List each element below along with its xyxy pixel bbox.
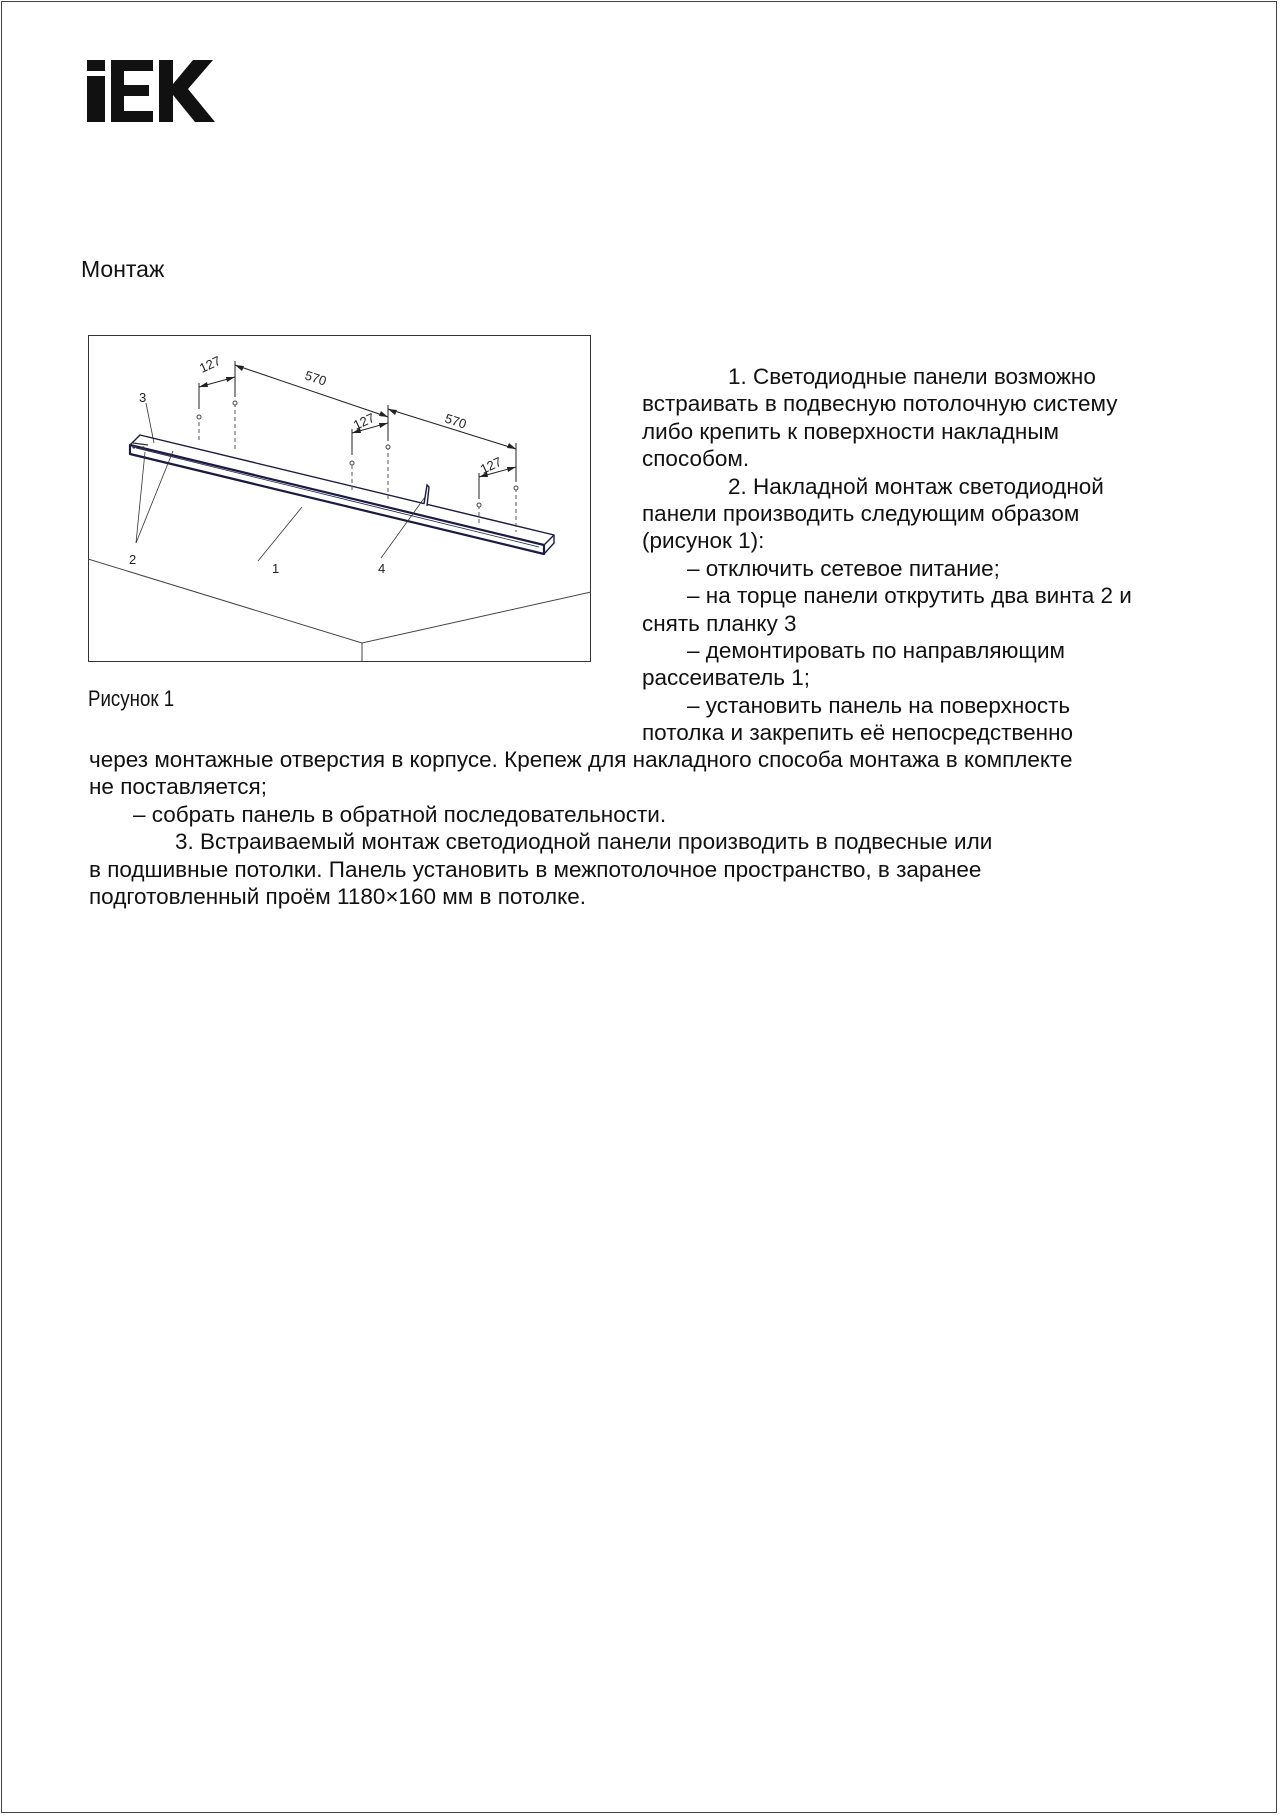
text-line: рассеиватель 1; [642, 665, 811, 691]
text-line: 2. Накладной монтаж светодиодной [728, 473, 1104, 499]
part-label-2: 2 [129, 552, 137, 567]
text-line: способом. [642, 446, 750, 472]
text-line: встраивать в подвесную потолочную систему [642, 391, 1118, 417]
iek-logo [87, 60, 219, 122]
text-line: панели производить следующим образом [642, 501, 1080, 527]
dim-label-127-b: 127 [350, 409, 377, 433]
section-title: Монтаж [81, 256, 165, 282]
figure-caption: Рисунок 1 [88, 686, 175, 711]
dim-label-570-a: 570 [303, 367, 329, 389]
instructions-right-column [642, 363, 1202, 747]
text-line: в подшивные потолки. Панель установить в межпотолочное пространство, в заранее [89, 856, 982, 882]
text-line: снять планку 3 [642, 610, 797, 636]
part-label-3: 3 [139, 390, 147, 405]
text-line: подготовленный проём 1180×160 мм в потолке. [89, 884, 586, 910]
mounting-diagram [88, 335, 591, 662]
text-line: – отключить сетевое питание; [687, 555, 1000, 581]
text-line: либо крепить к поверхности накладным [642, 418, 1059, 444]
text-line: – демонтировать по направляющим [687, 638, 1065, 664]
text-line: 3. Встраиваемый монтаж светодиодной панели производить в подвесные или [175, 829, 993, 855]
instructions-full-width [89, 746, 1219, 910]
dim-label-127-c: 127 [477, 453, 504, 477]
part-label-4: 4 [378, 561, 386, 576]
text-line: – собрать панель в обратной последовательности. [133, 801, 667, 827]
dim-label-570-b: 570 [443, 410, 469, 432]
text-line: через монтажные отверстия в корпусе. Крепеж для накладного способа монтажа в комплекте [89, 747, 1073, 772]
dim-label-127-a: 127 [196, 352, 223, 376]
text-line: потолка и закрепить её непосредственно [642, 720, 1074, 746]
text-line: 1. Светодиодные панели возможно [728, 364, 1096, 389]
text-line: не поставляется; [89, 774, 267, 800]
text-line: – установить панель на поверхность [687, 692, 1071, 718]
part-label-1: 1 [272, 561, 280, 576]
text-line: – на торце панели открутить два винта 2 и [687, 583, 1132, 609]
text-line: (рисунок 1): [642, 528, 765, 554]
